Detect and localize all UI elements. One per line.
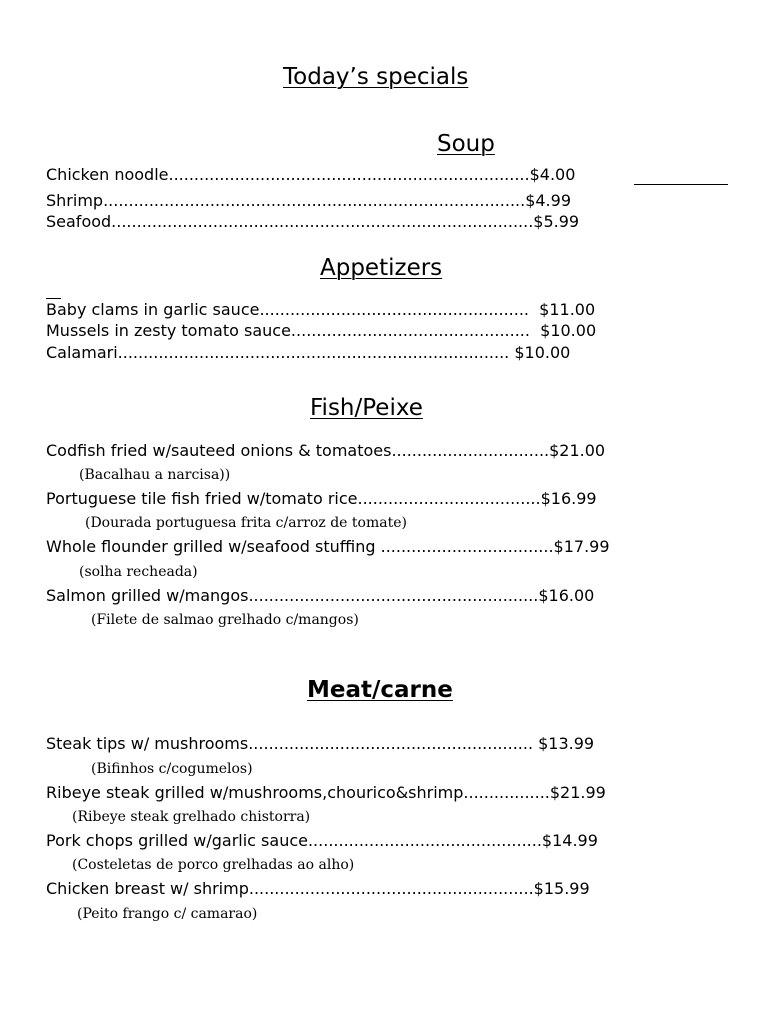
section-heading-fish: Fish/Peixe — [310, 395, 423, 421]
section-heading-soup: Soup — [437, 131, 495, 157]
menu-item-line: Chicken breast w/ shrimp........................................................$15.99 — [46, 879, 590, 898]
menu-item-line: Whole flounder grilled w/seafood stuffing ..................................$17.99 — [46, 537, 610, 556]
section-heading-appetizers: Appetizers — [320, 255, 443, 281]
menu-item-translation: (Bacalhau a narcisa)) — [79, 467, 231, 483]
page-title: Today’s specials — [283, 64, 469, 90]
underline-rule — [634, 184, 728, 185]
menu-item-line: Baby clams in garlic sauce..................................................... $11.00 — [46, 300, 596, 319]
menu-item-translation: (Filete de salmao grelhado c/mangos) — [91, 612, 359, 628]
menu-item-line: Chicken noodle.......................................................................$4.00 — [46, 165, 576, 184]
menu-item-translation: (solha recheada) — [79, 564, 198, 580]
menu-item-line: Calamari............................................................................. $10.00 — [46, 343, 571, 362]
menu-item-line: Pork chops grilled w/garlic sauce..............................................$14.99 — [46, 831, 598, 850]
menu-item-translation: (Dourada portuguesa frita c/arroz de tomate) — [85, 515, 407, 531]
menu-item-line: Steak tips w/ mushrooms........................................................ $13.99 — [46, 734, 595, 753]
menu-item-line: Salmon grilled w/mangos.........................................................$16.00 — [46, 586, 595, 605]
menu-item-translation: (Peito frango c/ camarao) — [77, 906, 258, 922]
menu-item-line: Seafood...................................................................................$5.99 — [46, 212, 580, 231]
menu-item-translation: (Bifinhos c/cogumelos) — [91, 761, 253, 777]
menu-item-line: Portuguese tile fish fried w/tomato rice....................................$16.99 — [46, 489, 597, 508]
menu-item-line: Shrimp...................................................................................$4.99 — [46, 191, 571, 210]
menu-item-line: Ribeye steak grilled w/mushrooms,chourico&shrimp.................$21.99 — [46, 783, 606, 802]
menu-item-translation: (Costeletas de porco grelhadas ao alho) — [72, 857, 355, 873]
menu-item-line: Codfish fried w/sauteed onions & tomatoes...............................$21.00 — [46, 441, 606, 460]
menu-item-translation: (Ribeye steak grelhado chistorra) — [72, 809, 311, 825]
stray-rule — [46, 298, 61, 299]
section-heading-meat: Meat/carne — [307, 677, 453, 703]
menu-item-line: Mussels in zesty tomato sauce............................................... $10.00 — [46, 321, 597, 340]
